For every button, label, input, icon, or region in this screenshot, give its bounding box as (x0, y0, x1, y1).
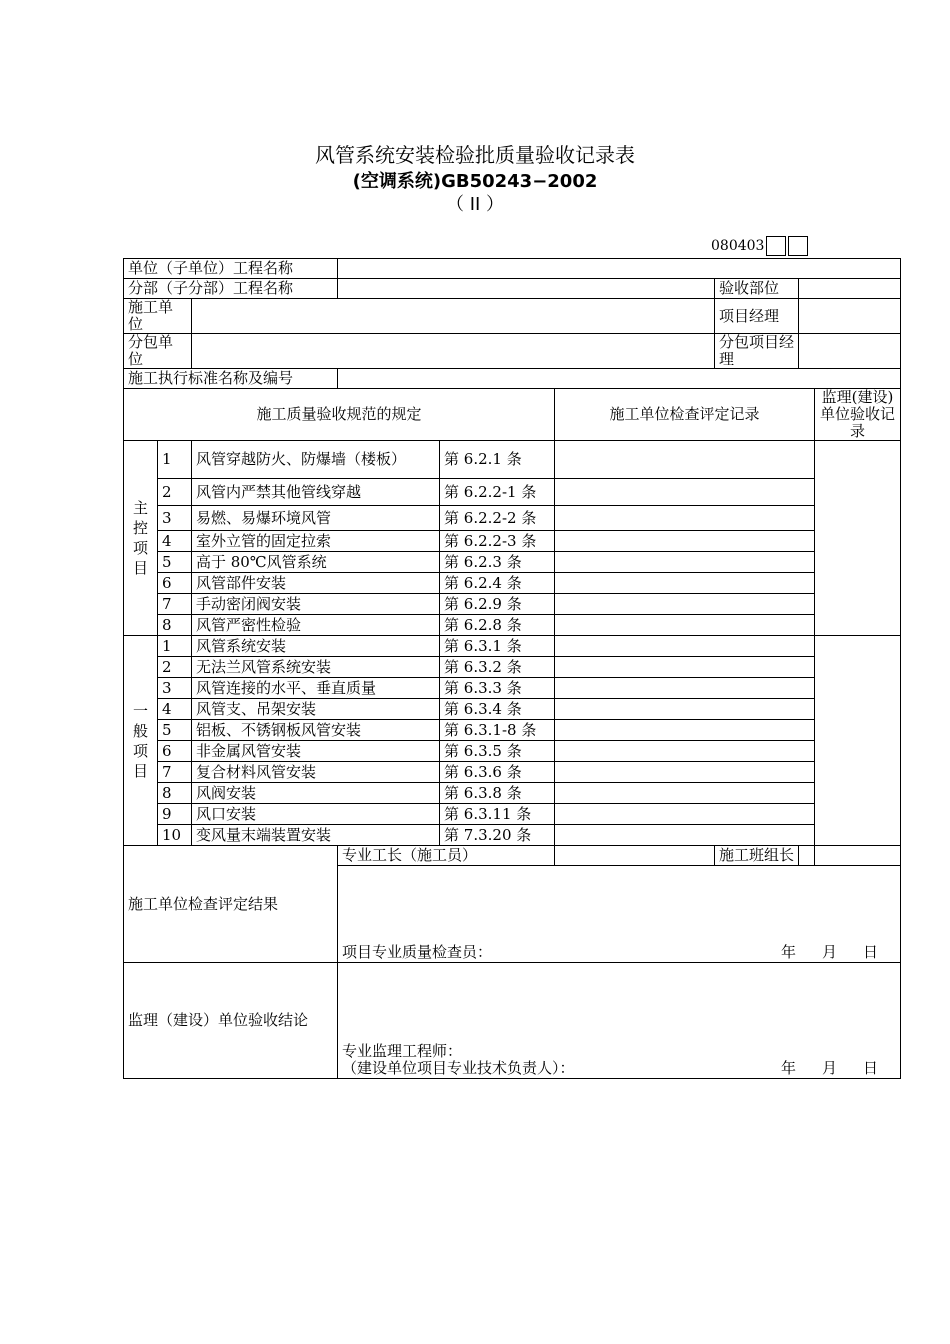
main-item-no: 5 (158, 552, 192, 573)
general-item-no: 5 (158, 720, 192, 741)
general-item-record[interactable] (555, 804, 815, 825)
general-item-clause: 第 6.3.3 条 (440, 678, 555, 699)
sub-project-name-value[interactable] (338, 279, 715, 299)
main-item-clause: 第 6.2.9 条 (440, 594, 555, 615)
construction-unit-label: 施工单位 (124, 299, 192, 334)
general-item-clause: 第 6.3.6 条 (440, 762, 555, 783)
main-item-clause: 第 6.2.2-1 条 (440, 479, 555, 506)
main-item-record[interactable] (555, 573, 815, 594)
subcontract-unit-value[interactable] (192, 334, 715, 369)
acceptance-table (123, 258, 901, 1079)
project-manager-label: 项目经理 (715, 299, 799, 334)
form-subtitle: (空调系统)GB50243−2002 (352, 171, 598, 192)
col-header-check-record: 施工单位检查评定记录 (555, 389, 815, 441)
form-title: 风管系统安装检验批质量验收记录表 (315, 143, 635, 167)
general-supervision-record[interactable] (815, 636, 901, 846)
main-item-clause: 第 6.2.1 条 (440, 441, 555, 479)
main-item-clause: 第 6.2.2-2 条 (440, 506, 555, 531)
main-item-name: 风管穿越防火、防爆墙（楼板） (192, 441, 440, 479)
main-supervision-record[interactable] (815, 441, 901, 636)
general-item-no: 1 (158, 636, 192, 657)
standard-name-value[interactable] (338, 369, 901, 389)
general-item-record[interactable] (555, 657, 815, 678)
foreman-value[interactable] (555, 846, 715, 866)
acceptance-location-label: 验收部位 (715, 279, 799, 299)
form-code-row (711, 236, 808, 256)
main-item-record[interactable] (555, 441, 815, 479)
main-item-clause: 第 6.2.8 条 (440, 615, 555, 636)
main-item-no: 4 (158, 531, 192, 552)
general-item-clause: 第 6.3.4 条 (440, 699, 555, 720)
general-item-record[interactable] (555, 783, 815, 804)
main-item-name: 室外立管的固定拉索 (192, 531, 440, 552)
sub-project-name-label: 分部（子分部）工程名称 (124, 279, 338, 299)
main-item-record[interactable] (555, 506, 815, 531)
construction-unit-value[interactable] (192, 299, 715, 334)
general-item-name: 风管系统安装 (192, 636, 440, 657)
form-part: （ II ） (445, 194, 505, 215)
construction-result-label: 施工单位检查评定结果 (124, 846, 338, 963)
main-item-no: 2 (158, 479, 192, 506)
main-item-no: 7 (158, 594, 192, 615)
main-item-clause: 第 6.2.2-3 条 (440, 531, 555, 552)
general-items-label: 一 般 项 目 (124, 636, 158, 846)
general-item-clause: 第 6.3.8 条 (440, 783, 555, 804)
main-item-no: 1 (158, 441, 192, 479)
main-item-record[interactable] (555, 594, 815, 615)
team-leader-label: 施工班组长 (715, 846, 799, 866)
main-item-record[interactable] (555, 615, 815, 636)
code-box-2[interactable] (788, 236, 808, 256)
main-item-name: 风管严密性检验 (192, 615, 440, 636)
main-control-label: 主 控 项 目 (124, 441, 158, 636)
code-box-1[interactable] (766, 236, 786, 256)
general-item-name: 铝板、不锈钢板风管安装 (192, 720, 440, 741)
form-code: 080403 (711, 238, 765, 254)
general-item-no: 4 (158, 699, 192, 720)
general-item-no: 6 (158, 741, 192, 762)
quality-inspector-label: 项目专业质量检查员： (342, 943, 493, 961)
owner-tech-lead-label: （建设单位项目专业技术负责人）： (342, 1059, 575, 1077)
unit-project-name-label: 单位（子单位）工程名称 (124, 259, 338, 279)
team-leader-extra[interactable] (815, 846, 901, 866)
supervision-date: 年 月 日 (780, 1059, 879, 1077)
main-item-clause: 第 6.2.3 条 (440, 552, 555, 573)
main-item-name: 风管部件安装 (192, 573, 440, 594)
general-item-name: 无法兰风管系统安装 (192, 657, 440, 678)
general-item-record[interactable] (555, 825, 815, 846)
general-item-name: 风管支、吊架安装 (192, 699, 440, 720)
general-item-record[interactable] (555, 636, 815, 657)
general-item-name: 风阀安装 (192, 783, 440, 804)
general-item-clause: 第 6.3.5 条 (440, 741, 555, 762)
general-item-record[interactable] (555, 678, 815, 699)
main-item-name: 易燃、易爆环境风管 (192, 506, 440, 531)
general-item-no: 7 (158, 762, 192, 783)
supervision-conclusion-label: 监理（建设）单位验收结论 (124, 963, 338, 1079)
general-item-no: 10 (158, 825, 192, 846)
supervising-engineer-label: 专业监理工程师： (342, 1042, 463, 1060)
general-item-clause: 第 6.3.1-8 条 (440, 720, 555, 741)
acceptance-location-value[interactable] (799, 279, 901, 299)
main-item-no: 6 (158, 573, 192, 594)
general-item-record[interactable] (555, 762, 815, 783)
team-leader-value[interactable] (799, 846, 815, 866)
general-item-no: 3 (158, 678, 192, 699)
col-header-spec: 施工质量验收规范的规定 (124, 389, 555, 441)
general-item-no: 8 (158, 783, 192, 804)
project-manager-value[interactable] (799, 299, 901, 334)
main-item-record[interactable] (555, 552, 815, 573)
general-item-name: 变风量末端装置安装 (192, 825, 440, 846)
supervision-conclusion-signature[interactable] (338, 963, 901, 1079)
main-item-no: 8 (158, 615, 192, 636)
subcontract-manager-label: 分包项目经理 (715, 334, 799, 369)
main-item-name: 高于 80℃风管系统 (192, 552, 440, 573)
main-item-record[interactable] (555, 531, 815, 552)
general-item-name: 风管连接的水平、垂直质量 (192, 678, 440, 699)
general-item-clause: 第 7.3.20 条 (440, 825, 555, 846)
col-header-supervision-record: 监理(建设)单位验收记录 (815, 389, 901, 441)
construction-date: 年 月 日 (780, 943, 879, 961)
general-item-name: 风口安装 (192, 804, 440, 825)
main-item-record[interactable] (555, 479, 815, 506)
main-item-name: 手动密闭阀安装 (192, 594, 440, 615)
foreman-label: 专业工长（施工员） (338, 846, 555, 866)
unit-project-name-value[interactable] (338, 259, 901, 279)
construction-result-signature[interactable] (338, 866, 901, 963)
general-item-no: 9 (158, 804, 192, 825)
main-item-clause: 第 6.2.4 条 (440, 573, 555, 594)
subcontract-unit-label: 分包单位 (124, 334, 192, 369)
general-item-name: 复合材料风管安装 (192, 762, 440, 783)
general-item-name: 非金属风管安装 (192, 741, 440, 762)
main-item-no: 3 (158, 506, 192, 531)
main-item-name: 风管内严禁其他管线穿越 (192, 479, 440, 506)
general-item-record[interactable] (555, 720, 815, 741)
general-item-clause: 第 6.3.1 条 (440, 636, 555, 657)
subcontract-manager-value[interactable] (799, 334, 901, 369)
general-item-no: 2 (158, 657, 192, 678)
standard-name-label: 施工执行标准名称及编号 (124, 369, 338, 389)
general-item-clause: 第 6.3.2 条 (440, 657, 555, 678)
general-item-clause: 第 6.3.11 条 (440, 804, 555, 825)
general-item-record[interactable] (555, 699, 815, 720)
general-item-record[interactable] (555, 741, 815, 762)
